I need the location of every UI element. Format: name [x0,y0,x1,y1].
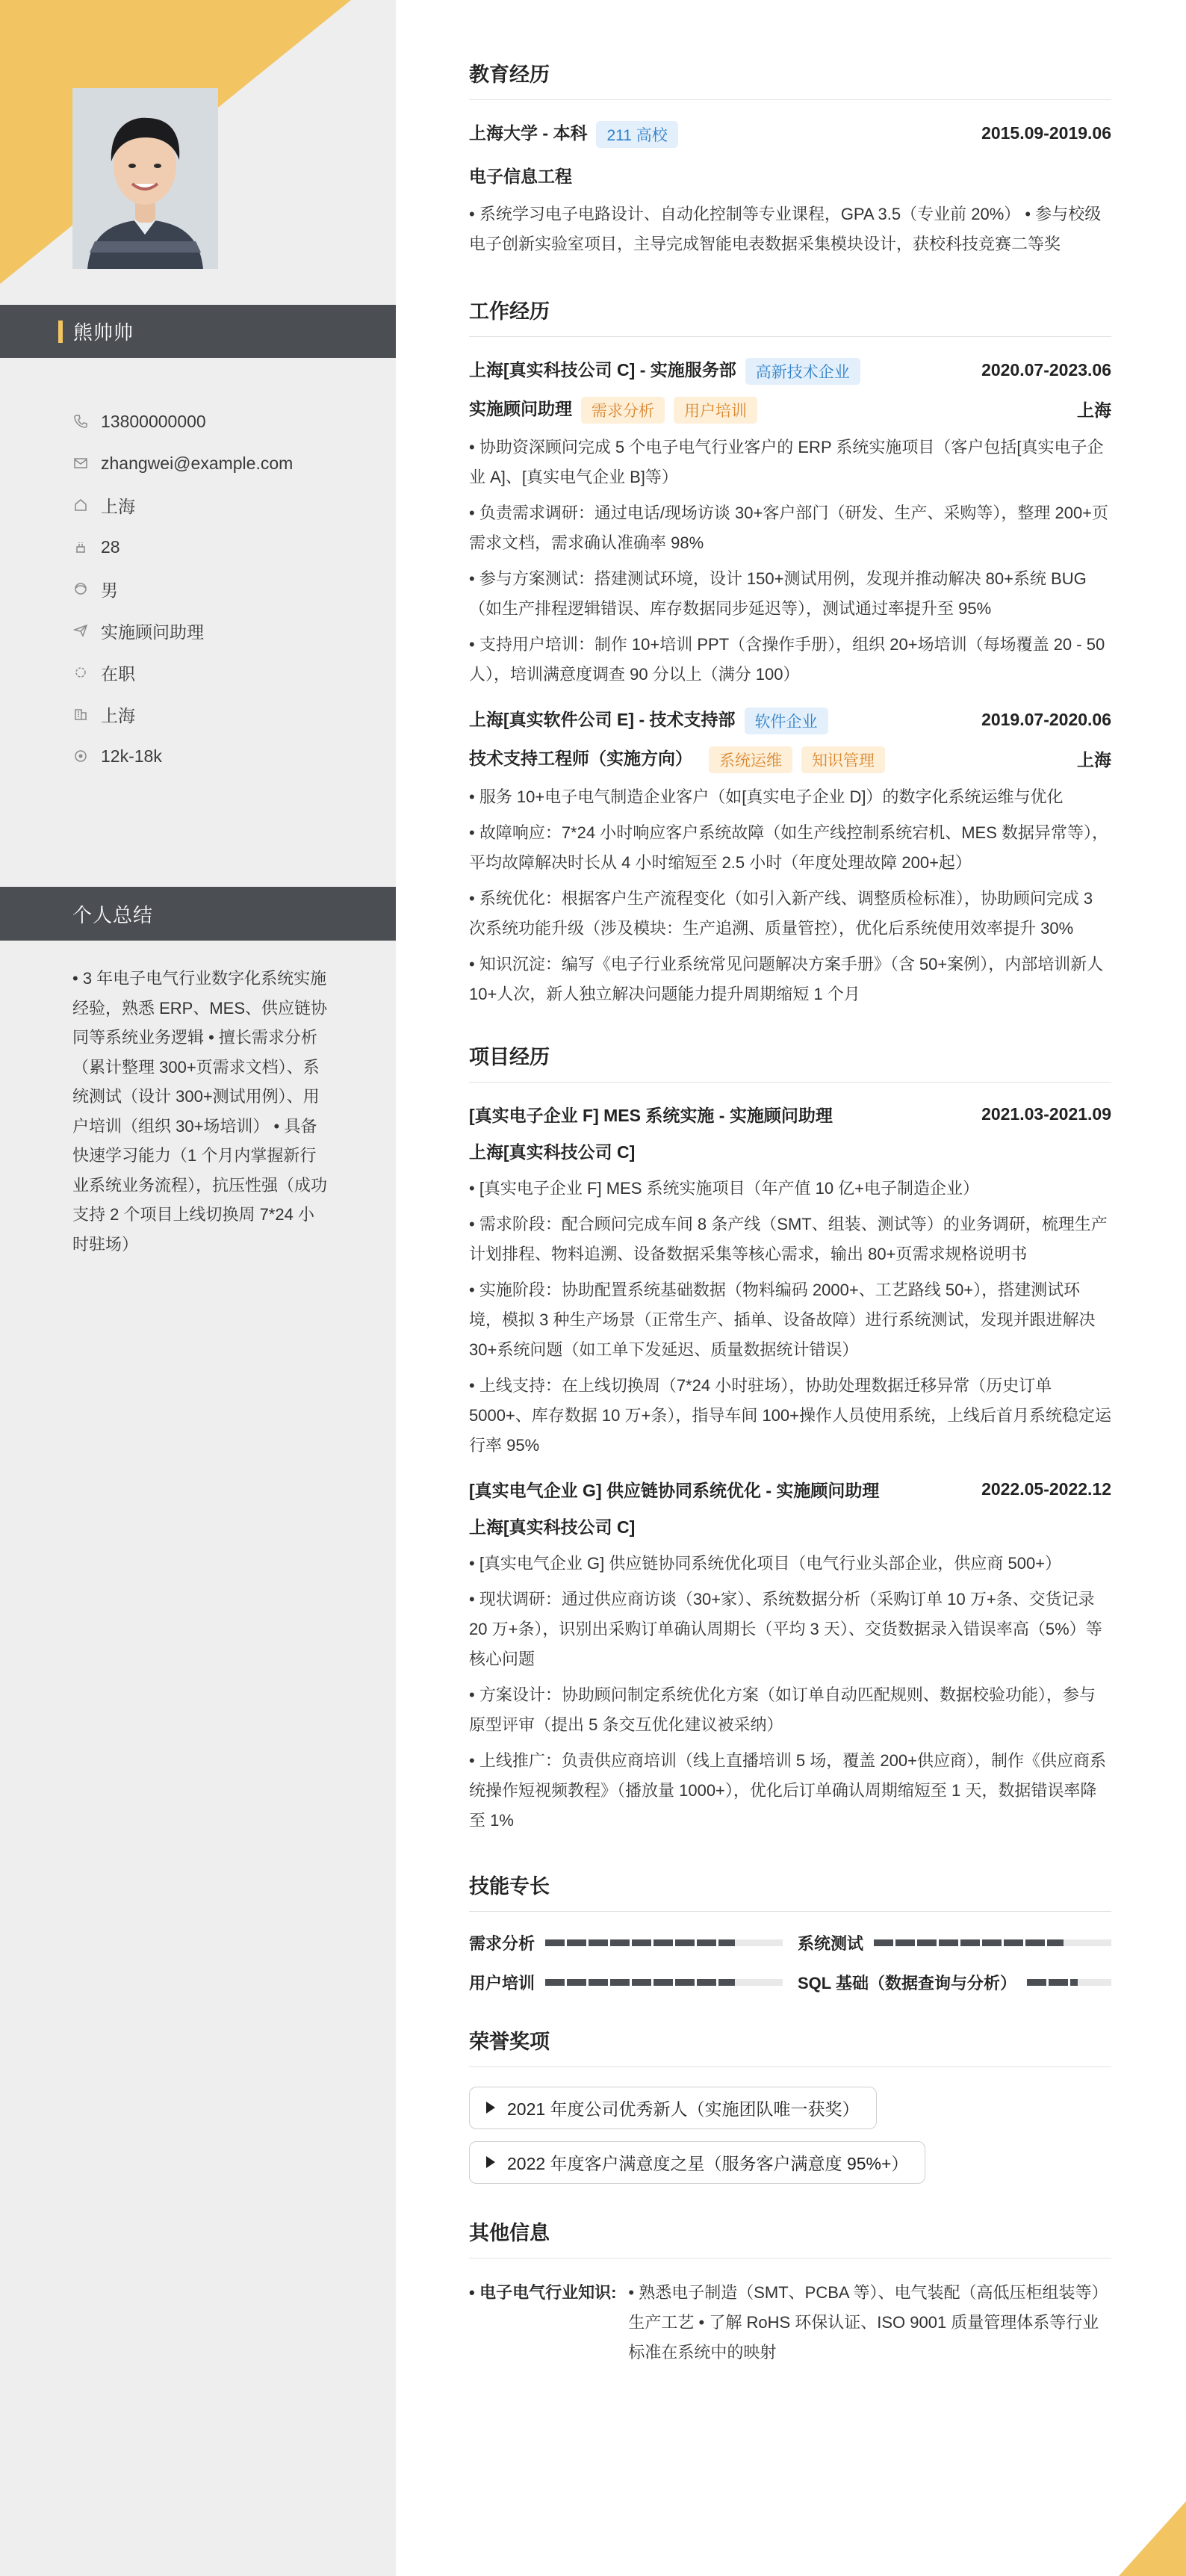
phone-icon [72,413,89,430]
other-item [469,2278,1111,2368]
skill-bar [874,1939,1111,1946]
job-entry [469,706,1111,1009]
skill-item [469,1931,783,1954]
salary-icon [72,748,89,764]
contact-text: 13800000000 [101,411,206,431]
contact-text: 实施顾问助理 [101,622,204,642]
status-icon [72,664,89,681]
contact-city [72,693,293,735]
building-icon [72,706,89,722]
skill-bar-fill [545,1939,735,1946]
triangle-icon [486,2156,495,2168]
skill-item [798,1971,1111,1994]
project-intro: • [真实电子企业 F] MES 系统实施项目（年产值 10 亿+电子制造企业） [469,1178,980,1198]
project-bullet: • 方案设计：协助顾问制定系统优化方案（如订单自动匹配规则、数据校验功能），参与原型评审（提出 5 条交互优化建议被采纳） [469,1685,1096,1734]
job-bullet: • 支持用户培训：制作 10+培训 PPT（含操作手册），组织 20+场培训（每场覆盖 20 - 50 人），培训满意度调查 90 分以上（满分 100） [469,634,1105,684]
project-bullet: • 现状调研：通过供应商访谈（30+家）、系统数据分析（采购订单 10 万+条、交货记录 20 万+条），识别出采购订单确认周期长（平均 3 天）、交货数据录入错误率高（5%）等核心问题 [469,1589,1102,1668]
project-bullet: • 上线支持：在上线切换周（7*24 小时驻场），协助处理数据迁移异常（历史订单 5000+、库存数据 10 万+条），指导车间 100+操作人员使用系统，上线后首月系统稳定运行率 95% [469,1375,1112,1455]
job-org-tag: 软件企业 [745,708,828,734]
gender-icon [72,580,89,597]
avatar [72,88,218,269]
skill-label: SQL 基础（数据查询与分析） [798,1973,1016,1993]
honor-text: 2022 年度客户满意度之星（服务客户满意度 95%+） [507,2153,909,2173]
mail-icon [72,455,89,471]
project-entry [469,1477,1111,1836]
project-date: 2021.03-2021.09 [981,1103,1111,1124]
major: 电子信息工程 [469,166,572,186]
contact-text: 上海 [101,705,135,725]
school-tag: 211 高校 [596,121,677,148]
role-tag: 用户培训 [674,397,757,424]
education-header [469,120,1111,148]
role-tag: 系统运维 [709,746,792,773]
job-org-tag: 高新技术企业 [745,358,860,385]
bullet-dot-icon: • [469,2282,475,2302]
education-date: 2015.09-2019.06 [981,123,1111,143]
sidebar [0,0,396,2576]
skill-label: 用户培训 [469,1973,535,1993]
job-org: 上海[真实科技公司 C] - 实施服务部 [469,359,736,380]
role-tag: 知识管理 [801,746,885,773]
job-role: 技术支持工程师（实施方向） [469,748,692,768]
project-date: 2022.05-2022.12 [981,1479,1111,1499]
skills-section [469,1870,1111,1994]
send-icon [72,622,89,639]
age-icon [72,539,89,555]
contact-salary [72,735,293,777]
honor-item [469,2141,925,2184]
skill-grid [469,1931,1111,1994]
project-name: [真实电气企业 G] 供应链协同系统优化 - 实施顾问助理 [469,1480,880,1500]
section-title: 荣誉奖项 [469,2025,1111,2067]
education-desc: • 系统学习电子电路设计、自动化控制等专业课程，GPA 3.5（专业前 20%） • 参与校级电子创新实验室项目，主导完成智能电表数据采集模块设计，获校科技竞赛二等奖 [469,204,1102,253]
contact-location [72,484,293,526]
contact-gender [72,568,293,610]
section-title: 工作经历 [469,295,1111,337]
home-icon [72,497,89,513]
section-title: 技能专长 [469,1870,1111,1912]
job-intro: • 服务 10+电子电气制造企业客户（如[真实电子企业 D]）的数字化系统运维与优化 [469,787,1064,806]
person-name: 熊帅帅 [73,321,134,344]
section-title: 项目经历 [469,1041,1111,1083]
skill-bar [545,1939,783,1946]
skill-bar-fill [545,1979,735,1986]
role-tag: 需求分析 [581,397,665,424]
name-accent-bar [58,321,63,343]
triangle-icon [486,2102,495,2114]
skill-label: 需求分析 [469,1933,535,1953]
job-entry [469,356,1111,690]
job-bullet: • 参与方案测试：搭建测试环境，设计 150+测试用例，发现并推动解决 80+系统 BUG（如生产排程逻辑错误、库存数据同步延迟等），测试通过率提升至 95% [469,569,1087,618]
other-key: 电子电气行业知识: [479,2282,617,2302]
skill-label: 系统测试 [798,1933,864,1953]
job-date: 2020.07-2023.06 [981,360,1111,380]
job-bullet: • 负责需求调研：通过电话/现场访谈 30+客户部门（研发、生产、采购等），整理 200+页需求文档，需求确认准确率 98% [469,503,1109,552]
job-org: 上海[真实软件公司 E] - 技术支持部 [469,709,736,729]
project-bullet: • 需求阶段：配合顾问完成车间 8 条产线（SMT、组装、测试等）的业务调研，梳理生产计划排程、物料追溯、设备数据采集等核心需求，输出 80+页需求规格说明书 [469,1214,1108,1263]
other-section [469,2217,1111,2368]
portrait-photo [72,88,218,269]
job-bullet: • 知识沉淀：编写《电子行业系统常见问题解决方案手册》（含 50+案例），内部培训新人 10+人次，新人独立解决问题能力提升周期缩短 1 个月 [469,954,1104,1003]
contact-text: 在职 [101,663,135,684]
other-value: • 熟悉电子制造（SMT、PCBA 等）、电气装配（高低压柜组装等）生产工艺 • 了解 RoHS 环保认证、ISO 9001 质量管理体系等行业标准在系统中的映射 [628,2282,1108,2362]
project-bullet: • 实施阶段：协助配置系统基础数据（物料编码 2000+、工艺路线 50+），搭建测试环境，模拟 3 种生产场景（正常生产、插单、设备故障）进行系统测试，发现并跟进解决 30+系统问题（如工单下发延迟、质量数据统计错误） [469,1280,1096,1359]
skill-bar [545,1979,783,1986]
work-section [469,295,1111,1009]
contact-position [72,610,293,651]
project-intro: • [真实电气企业 G] 供应链协同系统优化项目（电气行业头部企业，供应商 500+） [469,1553,1062,1573]
contact-text: zhangwei@example.com [101,453,294,473]
skill-bar-fill [1027,1979,1078,1986]
project-company: 上海[真实科技公司 C] [469,1142,636,1162]
honors-section [469,2025,1111,2196]
contact-age [72,526,293,568]
contact-status [72,651,293,693]
project-entry [469,1102,1111,1461]
main-content [469,58,1111,2368]
section-title: 教育经历 [469,58,1111,100]
section-title: 其他信息 [469,2217,1111,2258]
decorative-corner-bottom [1119,2501,1186,2576]
job-intro: • 协助资深顾问完成 5 个电子电气行业客户的 ERP 系统实施项目（客户包括[真实电子企业 A]、[真实电气企业 B]等） [469,437,1104,486]
job-city: 上海 [1077,400,1111,421]
job-role: 实施顾问助理 [469,398,572,418]
summary-title: 个人总结 [72,903,154,926]
contact-text: 上海 [101,496,135,516]
summary-text: • 3 年电子电气行业数字化系统实施经验，熟悉 ERP、MES、供应链协同等系统业务逻辑 • 擅长需求分析（累计整理 300+页需求文档）、系统测试（设计 300+测试用例）、用户培训（组织 30+场培训） • 具备快速学习能力（1 个月内掌握新行业系统业务流程），抗压性强（成功支持 2 个项目上线切换周 7*24 小时驻场） [72,969,328,1254]
job-bullet: • 系统优化：根据客户生产流程变化（如引入新产线、调整质检标准），协助顾问完成 3 次系统功能升级（涉及模块：生产追溯、质量管控），优化后系统使用效率提升 30% [469,888,1093,938]
skill-bar-fill [874,1939,1064,1946]
job-bullet: • 故障响应：7*24 小时响应客户系统故障（如生产线控制系统宕机、MES 数据异常等），平均故障解决时长从 4 小时缩短至 2.5 小时（年度处理故障 200+起） [469,823,1108,872]
contact-text: 男 [101,580,118,600]
contact-list [72,400,293,777]
job-date: 2019.07-2020.06 [981,710,1111,730]
skill-bar [1027,1979,1111,1986]
name-header [0,305,396,358]
project-name: [真实电子企业 F] MES 系统实施 - 实施顾问助理 [469,1105,833,1125]
honor-item [469,2087,877,2129]
contact-text: 12k-18k [101,746,162,766]
summary-header [0,887,396,941]
skill-item [469,1971,783,1994]
honor-text: 2021 年度公司优秀新人（实施团队唯一获奖） [507,2099,860,2119]
school-name: 上海大学 - 本科 [469,123,588,143]
education-section [469,58,1111,259]
job-city: 上海 [1077,750,1111,770]
project-bullet: • 上线推广：负责供应商培训（线上直播培训 5 场，覆盖 200+供应商），制作《供应商系统操作短视频教程》（播放量 1000+），优化后订单确认周期缩短至 1 天，数据错误率降至 1% [469,1750,1106,1830]
contact-email [72,442,293,484]
skill-item [798,1931,1111,1954]
projects-section [469,1041,1111,1836]
project-company: 上海[真实科技公司 C] [469,1517,636,1537]
contact-text: 28 [101,536,120,557]
contact-phone [72,400,293,442]
